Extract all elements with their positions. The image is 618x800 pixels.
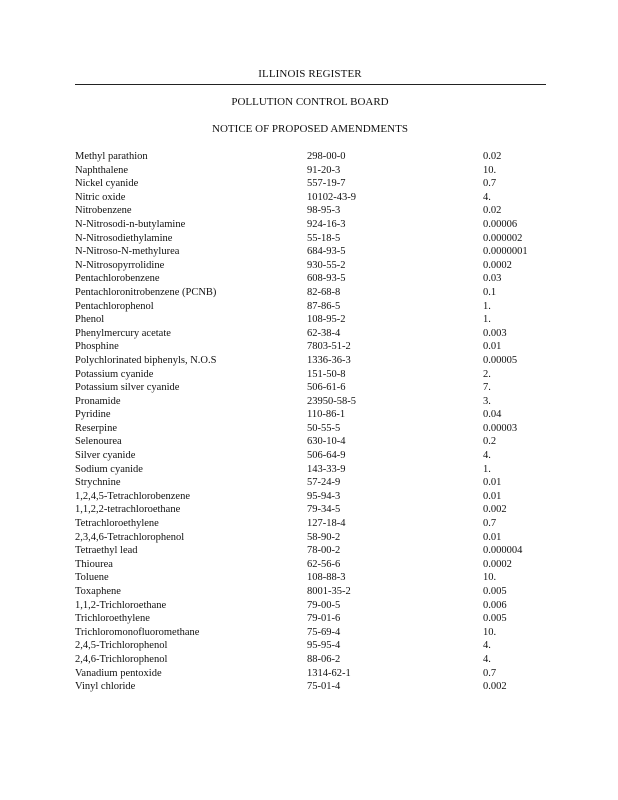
table-row: [75, 626, 545, 640]
limit-value: 7.: [483, 382, 491, 394]
chemical-name: Pronamide: [75, 395, 121, 407]
table-row: [75, 245, 545, 259]
cas-number: 151-50-8: [307, 368, 346, 380]
cas-number: 82-68-8: [307, 286, 341, 298]
cas-number: 127-18-4: [307, 518, 346, 530]
table-row: [75, 395, 545, 409]
cas-number: 62-56-6: [307, 558, 341, 570]
cas-number: 55-18-5: [307, 232, 341, 244]
cas-number: 57-24-9: [307, 477, 341, 489]
chemical-name: Nitrobenzene: [75, 205, 132, 217]
cas-number: 930-55-2: [307, 259, 346, 271]
chemical-name: 1,2,4,5-Tetrachlorobenzene: [75, 490, 191, 502]
cas-number: 75-69-4: [307, 626, 341, 638]
cas-number: 557-19-7: [307, 178, 346, 190]
limit-value: 0.000004: [483, 545, 523, 557]
chemical-name: Pentachlorobenzene: [75, 273, 160, 285]
cas-number: 50-55-5: [307, 422, 341, 434]
table-row: [75, 259, 545, 273]
chemical-name: Polychlorinated biphenyls, N.O.S: [75, 354, 217, 366]
table-row: [75, 422, 545, 436]
chemical-name: Vanadium pentoxide: [75, 667, 162, 679]
table-row: [75, 531, 545, 545]
cas-number: 95-94-3: [307, 490, 341, 502]
chemical-name: Reserpine: [75, 422, 117, 434]
limit-value: 0.03: [483, 273, 502, 285]
cas-number: 88-06-2: [307, 653, 341, 665]
limit-value: 10.: [483, 626, 497, 638]
limit-value: 0.002: [483, 681, 507, 693]
limit-value: 4.: [483, 191, 491, 203]
chemical-name: Phenol: [75, 314, 105, 326]
chemical-name: Potassium silver cyanide: [75, 382, 180, 394]
chemical-name: Toxaphene: [75, 586, 121, 597]
table-row: [75, 150, 545, 164]
chemical-name: Trichloromonofluoromethane: [75, 626, 200, 638]
cas-number: 79-01-6: [307, 613, 341, 625]
cas-number: 924-16-3: [307, 218, 346, 230]
table-row: [75, 490, 545, 504]
table-row: [75, 503, 545, 517]
cas-number: 143-33-9: [307, 463, 346, 475]
chemical-name: 2,4,5-Trichlorophenol: [75, 640, 168, 652]
table-row: [75, 286, 545, 300]
chemical-name: 2,4,6-Trichlorophenol: [75, 653, 168, 665]
limit-value: 0.006: [483, 599, 507, 611]
chemical-name: 2,3,4,6-Tetrachlorophenol: [75, 531, 185, 543]
table-row: [75, 599, 545, 613]
chemical-table: [75, 150, 545, 694]
limit-value: 1.: [483, 463, 491, 475]
cas-number: 58-90-2: [307, 531, 341, 543]
chemical-name: Pentachlorophenol: [75, 300, 154, 312]
table-row: [75, 612, 545, 626]
chemical-name: Phosphine: [75, 341, 119, 353]
limit-value: 0.01: [483, 531, 502, 543]
limit-value: 0.0000001: [483, 246, 528, 258]
chemical-name: Vinyl chloride: [75, 681, 136, 693]
cas-number: 79-00-5: [307, 599, 341, 611]
table-row: [75, 449, 545, 463]
limit-value: 0.2: [483, 436, 497, 448]
limit-value: 4.: [483, 653, 491, 665]
table-row: [75, 408, 545, 422]
limit-value: 1.: [483, 300, 491, 312]
table-row: [75, 585, 545, 599]
cas-number: 75-01-4: [307, 681, 341, 693]
chemical-name: Potassium cyanide: [75, 368, 154, 380]
cas-number: 95-95-4: [307, 640, 341, 652]
table-row: [75, 164, 545, 178]
chemical-name: Silver cyanide: [75, 450, 136, 462]
limit-value: 0.002: [483, 504, 507, 516]
limit-value: 0.1: [483, 286, 497, 298]
cas-number: 87-86-5: [307, 300, 341, 312]
chemical-name: Nitric oxide: [75, 191, 126, 203]
limit-value: 0.7: [483, 178, 497, 190]
chemical-name: 1,1,2,2-tetrachloroethane: [75, 504, 181, 516]
chemical-name: 1,1,2-Trichloroethane: [75, 599, 167, 611]
limit-value: 4.: [483, 450, 491, 462]
table-row: [75, 300, 545, 314]
limit-value: 0.005: [483, 586, 507, 597]
cas-number: 8001-35-2: [307, 586, 351, 597]
limit-value: 0.7: [483, 518, 497, 530]
cas-number: 62-38-4: [307, 327, 341, 339]
cas-number: 1314-62-1: [307, 667, 351, 679]
table-row: [75, 435, 545, 449]
limit-value: 0.02: [483, 205, 502, 217]
chemical-name: N-Nitrosodi-n-butylamine: [75, 218, 186, 230]
table-row: [75, 653, 545, 667]
limit-value: 0.005: [483, 613, 507, 625]
limit-value: 2.: [483, 368, 491, 380]
cas-number: 630-10-4: [307, 436, 346, 448]
table-row: [75, 354, 545, 368]
limit-value: 10.: [483, 164, 497, 176]
limit-value: 0.01: [483, 341, 502, 353]
chemical-name: Selenourea: [75, 436, 122, 448]
cas-number: 108-88-3: [307, 572, 346, 584]
chemical-name: Strychnine: [75, 477, 121, 489]
limit-value: 0.02: [483, 151, 502, 162]
chemical-name: Toluene: [75, 572, 109, 584]
chemical-name: Methyl parathion: [75, 151, 148, 162]
cas-number: 78-00-2: [307, 545, 341, 557]
table-row: [75, 667, 545, 681]
table-row: [75, 476, 545, 490]
chemical-name: Trichloroethylene: [75, 613, 150, 625]
chemical-name: Nickel cyanide: [75, 178, 139, 190]
chemical-name: Sodium cyanide: [75, 463, 143, 475]
cas-number: 110-86-1: [307, 409, 346, 421]
table-row: [75, 272, 545, 286]
table-row: [75, 544, 545, 558]
table-row: [75, 232, 545, 246]
chemical-name: Pyridine: [75, 409, 111, 421]
notice-title: NOTICE OF PROPOSED AMENDMENTS: [212, 123, 408, 135]
chemical-name: Thiourea: [75, 558, 113, 570]
limit-value: 4.: [483, 640, 491, 652]
chemical-name: N-Nitrosodiethylamine: [75, 232, 173, 244]
limit-value: 1.: [483, 314, 491, 326]
table-row: [75, 368, 545, 382]
limit-value: 0.01: [483, 490, 502, 502]
table-row: [75, 639, 545, 653]
table-row: [75, 204, 545, 218]
limit-value: 0.0002: [483, 259, 512, 271]
cas-number: 23950-58-5: [307, 395, 356, 407]
chemical-name: Phenylmercury acetate: [75, 327, 171, 339]
header-rule: [75, 84, 546, 85]
cas-number: 298-00-0: [307, 151, 346, 162]
chemical-name: Pentachloronitrobenzene (PCNB): [75, 286, 217, 298]
cas-number: 98-95-3: [307, 205, 341, 217]
limit-value: 0.0002: [483, 558, 512, 570]
cas-number: 1336-36-3: [307, 354, 351, 366]
cas-number: 684-93-5: [307, 246, 346, 258]
register-title: ILLINOIS REGISTER: [258, 68, 362, 80]
chemical-name: N-Nitroso-N-methylurea: [75, 246, 180, 258]
chemical-name: Tetraethyl lead: [75, 545, 138, 557]
limit-value: 0.04: [483, 409, 502, 421]
cas-number: 7803-51-2: [307, 341, 351, 353]
limit-value: 0.00006: [483, 218, 518, 230]
chemical-name: Naphthalene: [75, 164, 129, 176]
limit-value: 0.01: [483, 477, 502, 489]
cas-number: 506-61-6: [307, 382, 346, 394]
table-row: [75, 218, 545, 232]
table-row: [75, 177, 545, 191]
cas-number: 108-95-2: [307, 314, 346, 326]
cas-number: 91-20-3: [307, 164, 341, 176]
limit-value: 0.00003: [483, 422, 518, 434]
cas-number: 79-34-5: [307, 504, 341, 516]
table-row: [75, 381, 545, 395]
table-row: [75, 558, 545, 572]
table-row: [75, 313, 545, 327]
chemical-name: N-Nitrosopyrrolidine: [75, 259, 165, 271]
limit-value: 0.003: [483, 327, 507, 339]
limit-value: 10.: [483, 572, 497, 584]
table-row: [75, 517, 545, 531]
cas-number: 10102-43-9: [307, 191, 356, 203]
cas-number: 506-64-9: [307, 450, 346, 462]
limit-value: 3.: [483, 395, 491, 407]
limit-value: 0.00005: [483, 354, 518, 366]
table-row: [75, 571, 545, 585]
table-row: [75, 191, 545, 205]
limit-value: 0.000002: [483, 232, 523, 244]
table-row: [75, 340, 545, 354]
table-row: [75, 463, 545, 477]
cas-number: 608-93-5: [307, 273, 346, 285]
limit-value: 0.7: [483, 667, 497, 679]
table-row: [75, 680, 545, 694]
board-title: POLLUTION CONTROL BOARD: [231, 96, 389, 108]
table-row: [75, 327, 545, 341]
chemical-name: Tetrachloroethylene: [75, 518, 159, 530]
